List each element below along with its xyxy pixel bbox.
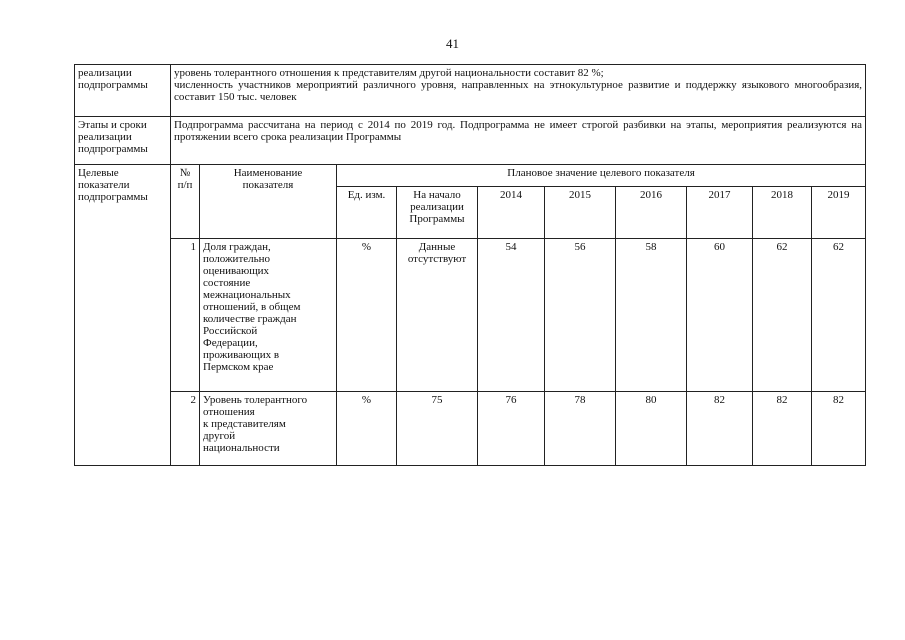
indicator-name: [200, 392, 337, 466]
indicator-name-line: национальности: [203, 442, 280, 454]
indicator-value: 62: [753, 239, 812, 392]
indicator-name-line: состояние: [203, 277, 251, 289]
indicator-name-line: Российской: [203, 325, 258, 337]
stages-label-line: Этапы и сроки: [78, 119, 147, 131]
indicator-start-line: отсутствуют: [407, 253, 467, 265]
indicator-value: 80: [616, 392, 687, 466]
indicator-name-line: Уровень толерантного: [203, 394, 308, 406]
results-text-line: уровень толерантного отношения к представителям другой национальности составит 82 %;: [174, 67, 604, 79]
col-year-header: 2017: [687, 187, 753, 239]
subprogram-passport-table: [74, 64, 866, 466]
indicator-name-line: положительно: [203, 253, 271, 265]
indicator-row: [75, 239, 866, 392]
indicators-label: [75, 165, 171, 466]
col-year-header: 2016: [616, 187, 687, 239]
indicator-number: 1: [171, 239, 200, 392]
stages-label-line: реализации: [78, 131, 132, 143]
indicator-value: 76: [478, 392, 545, 466]
indicator-unit: %: [337, 239, 397, 392]
col-start-header-line: реализации: [410, 201, 464, 213]
col-number-header: [171, 165, 200, 239]
indicator-row: [75, 392, 866, 466]
page-number: 41: [446, 36, 459, 51]
indicators-label-line: показатели: [78, 179, 130, 191]
indicator-value: 60: [687, 239, 753, 392]
indicator-unit: %: [337, 392, 397, 466]
indicator-start-line: 75: [431, 394, 443, 406]
col-start-header: [397, 187, 478, 239]
indicators-label-line: подпрограммы: [78, 191, 148, 203]
indicator-name-line: Пермском крае: [203, 361, 274, 373]
indicator-name-line: к представителям: [203, 418, 286, 430]
indicator-value: 58: [616, 239, 687, 392]
results-text: [171, 65, 866, 117]
indicator-name-line: межнациональных: [203, 289, 291, 301]
col-year-header: 2018: [753, 187, 812, 239]
col-planned-header: Плановое значение целевого показателя: [337, 165, 866, 187]
results-label: [75, 65, 171, 117]
results-text-line: численность участников мероприятий различного уровня, направленных на этнокультурное развитие и поддержку языкового многообразия, составит 150 тыс. человек: [174, 79, 863, 103]
indicator-value: 56: [545, 239, 616, 392]
stages-label: [75, 117, 171, 165]
stages-text: Подпрограмма рассчитана на период с 2014 по 2019 год. Подпрограмма не имеет строгой разбивки на этапы, мероприятия реализуются на протяжении всего срока реализации Программы: [171, 117, 866, 165]
indicator-value: 78: [545, 392, 616, 466]
col-number-header-line: п/п: [177, 179, 193, 191]
indicator-name-line: оценивающих: [203, 265, 270, 277]
indicators-label-line: Целевые: [78, 167, 119, 179]
indicator-value: 62: [812, 239, 866, 392]
indicator-name-line: Доля граждан,: [203, 241, 271, 253]
col-start-header-line: На начало: [413, 189, 461, 201]
col-number-header-line: №: [179, 167, 191, 179]
col-unit-header: Ед. изм.: [337, 187, 397, 239]
indicator-value: 54: [478, 239, 545, 392]
indicator-value: 82: [753, 392, 812, 466]
indicator-name-line: проживающих в: [203, 349, 280, 361]
col-name-header: [200, 165, 337, 239]
results-label-line: подпрограммы: [78, 79, 148, 91]
col-name-header-line: показателя: [242, 179, 294, 191]
indicator-name-line: другой: [203, 430, 236, 442]
col-year-header: 2019: [812, 187, 866, 239]
indicator-start-value: [397, 392, 478, 466]
results-row: [75, 65, 866, 117]
indicator-name: [200, 239, 337, 392]
col-start-header-line: Программы: [409, 213, 465, 225]
stages-row: [75, 117, 866, 165]
indicator-number: 2: [171, 392, 200, 466]
indicator-start-line: Данные: [418, 241, 456, 253]
results-label-line: реализации: [78, 67, 132, 79]
indicator-name-line: количестве граждан: [203, 313, 297, 325]
indicator-value: 82: [687, 392, 753, 466]
col-year-header: 2015: [545, 187, 616, 239]
indicator-name-line: Федерации,: [203, 337, 258, 349]
indicators-header-row: [75, 165, 866, 187]
col-year-header: 2014: [478, 187, 545, 239]
indicator-name-line: отношения: [203, 406, 255, 418]
indicator-name-line: отношений, в общем: [203, 301, 301, 313]
col-name-header-line: Наименование: [233, 167, 303, 179]
indicator-value: 82: [812, 392, 866, 466]
indicator-start-value: [397, 239, 478, 392]
stages-label-line: подпрограммы: [78, 143, 148, 155]
